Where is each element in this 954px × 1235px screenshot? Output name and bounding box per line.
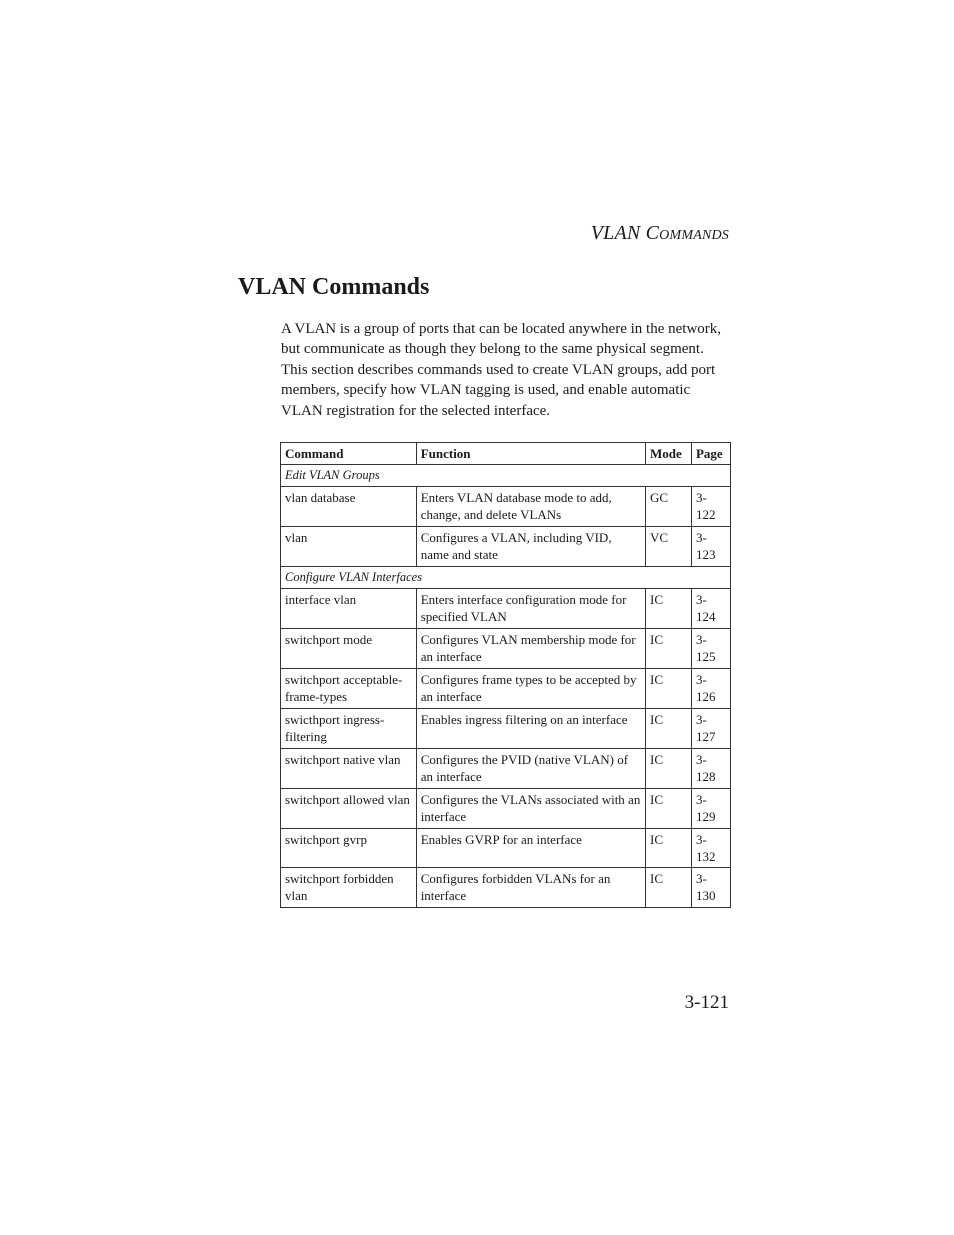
cell-command: swicthport ingress-filtering: [281, 709, 417, 749]
intro-paragraph: A VLAN is a group of ports that can be located anywhere in the network, but communicate as though they belong to the same physical segment. This section describes commands used to create VLAN groups, add port members, specify how VLAN tagging is used, and enable automatic VLAN registration for the selected interface.: [281, 321, 722, 419]
section-row: [281, 567, 731, 589]
cell-page: 3-124: [691, 589, 730, 629]
cell-function: Configures the PVID (native VLAN) of an interface: [416, 749, 645, 789]
cell-mode: IC: [646, 829, 692, 868]
cell-mode: IC: [646, 669, 692, 709]
table-row: [281, 589, 731, 629]
cell-page: 3-126: [691, 669, 730, 709]
page-number: 3-121: [684, 992, 729, 1013]
cell-function: Enables ingress filtering on an interface: [416, 709, 645, 749]
cell-page: 3-122: [691, 487, 730, 527]
section-row: [281, 465, 731, 487]
cell-function: Configures the VLANs associated with an interface: [416, 789, 645, 829]
table-header-row: [281, 443, 731, 465]
header-mode: Mode: [646, 443, 692, 465]
cell-page: 3-125: [691, 629, 730, 669]
table-row: [281, 789, 731, 829]
table-row: [281, 868, 731, 908]
cell-function: Configures a VLAN, including VID, name and state: [416, 527, 645, 567]
cell-page: 3-123: [691, 527, 730, 567]
cell-command: switchport acceptable-frame-types: [281, 669, 417, 709]
cell-command: vlan: [281, 527, 417, 567]
cell-page: 3-130: [691, 868, 730, 908]
cell-function: Enables GVRP for an interface: [416, 829, 645, 868]
cell-function: Configures frame types to be accepted by an interface: [416, 669, 645, 709]
cell-mode: VC: [646, 527, 692, 567]
header-function: Function: [416, 443, 645, 465]
cell-command: switchport forbidden vlan: [281, 868, 417, 908]
cell-page: 3-128: [691, 749, 730, 789]
section-label: Edit VLAN Groups: [281, 465, 731, 487]
cell-command: switchport allowed vlan: [281, 789, 417, 829]
cell-mode: GC: [646, 487, 692, 527]
cell-command: switchport mode: [281, 629, 417, 669]
cell-mode: IC: [646, 868, 692, 908]
cell-page: 3-127: [691, 709, 730, 749]
cell-function: Enters interface configuration mode for specified VLAN: [416, 589, 645, 629]
header-page: Page: [691, 443, 730, 465]
table-row: [281, 487, 731, 527]
cell-command: interface vlan: [281, 589, 417, 629]
cell-command: switchport native vlan: [281, 749, 417, 789]
section-label: Configure VLAN Interfaces: [281, 567, 731, 589]
table-row: [281, 669, 731, 709]
table-row: [281, 749, 731, 789]
cell-command: vlan database: [281, 487, 417, 527]
header-command: Command: [281, 443, 417, 465]
page-title: VLAN Commands: [238, 274, 430, 300]
table-row: [281, 527, 731, 567]
running-header-rest: OMMANDS: [659, 228, 729, 243]
table-row: [281, 829, 731, 868]
table-row: [281, 629, 731, 669]
cell-mode: IC: [646, 589, 692, 629]
running-header: [591, 222, 729, 245]
running-header-first: VLAN C: [590, 222, 660, 244]
cell-command: switchport gvrp: [281, 829, 417, 868]
cell-mode: IC: [646, 749, 692, 789]
cell-function: Enters VLAN database mode to add, change, and delete VLANs: [416, 487, 645, 527]
cell-mode: IC: [646, 629, 692, 669]
cell-page: 3-129: [691, 789, 730, 829]
cell-mode: IC: [646, 709, 692, 749]
command-table: [280, 442, 731, 908]
cell-page: 3-132: [691, 829, 730, 868]
cell-function: Configures VLAN membership mode for an interface: [416, 629, 645, 669]
table-row: [281, 709, 731, 749]
cell-mode: IC: [646, 789, 692, 829]
cell-function: Configures forbidden VLANs for an interface: [416, 868, 645, 908]
